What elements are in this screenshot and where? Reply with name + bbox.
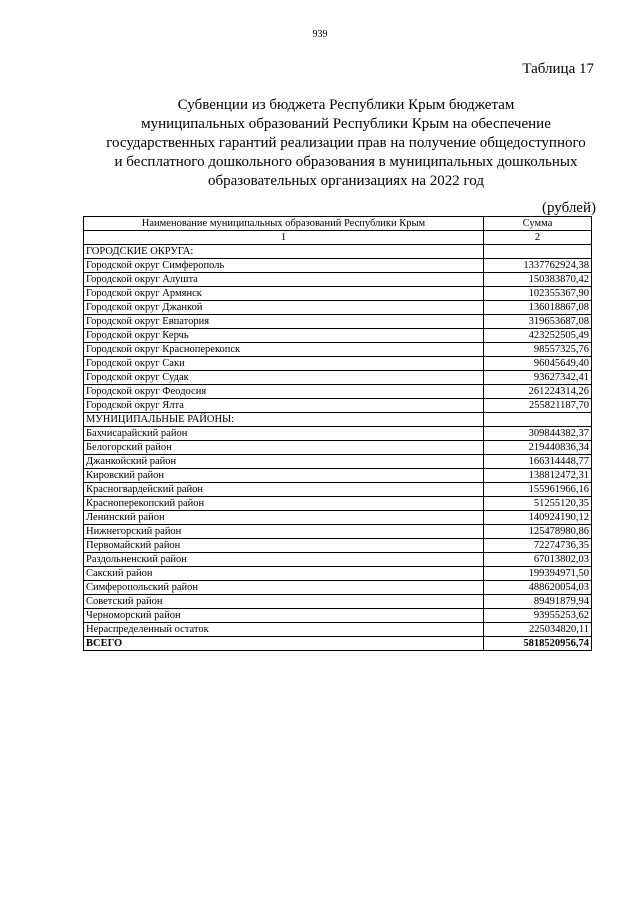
row-name: Джанкойский район (84, 455, 484, 469)
table-label: Таблица 17 (522, 61, 594, 77)
row-sum: 166314448,77 (484, 455, 592, 469)
row-sum: 1337762924,38 (484, 259, 592, 273)
row-sum: 155961966,16 (484, 483, 592, 497)
table-row (84, 581, 592, 595)
title-line: и бесплатного дошкольного образования в муниципальных дошкольных (114, 154, 578, 170)
row-sum: 319653687,08 (484, 315, 592, 329)
row-sum: 199394971,50 (484, 567, 592, 581)
table-row (84, 525, 592, 539)
table-row (84, 609, 592, 623)
row-name: Первомайский район (84, 539, 484, 553)
row-sum: 423252505,49 (484, 329, 592, 343)
row-sum: 125478980,86 (484, 525, 592, 539)
unit-label: (рублей) (541, 200, 596, 216)
row-sum: 51255120,35 (484, 497, 592, 511)
column-number: 2 (484, 231, 592, 245)
row-sum: 93955253,62 (484, 609, 592, 623)
row-sum: 488620054,03 (484, 581, 592, 595)
row-sum (484, 245, 592, 259)
title-line: Субвенции из бюджета Республики Крым бюджетам (177, 97, 515, 113)
table-row (84, 385, 592, 399)
title-line: образовательных организациях на 2022 год (208, 173, 484, 189)
table-row (84, 301, 592, 315)
table-row (84, 245, 592, 259)
table-row (84, 287, 592, 301)
column-number-row (84, 231, 592, 245)
total-sum: 5818520956,74 (484, 637, 592, 651)
row-name: Городской округ Судак (84, 371, 484, 385)
table-row (84, 427, 592, 441)
row-sum: 255821187,70 (484, 399, 592, 413)
table-row (84, 371, 592, 385)
header-row (84, 217, 592, 231)
row-name: Советский район (84, 595, 484, 609)
table-row (84, 455, 592, 469)
subvention-table (83, 216, 592, 651)
header-sum: Сумма (484, 217, 592, 231)
row-name: Красногвардейский район (84, 483, 484, 497)
table-row (84, 623, 592, 637)
row-name: Городской округ Керчь (84, 329, 484, 343)
row-sum: 138812472,31 (484, 469, 592, 483)
document-title (86, 96, 606, 191)
total-row (84, 637, 592, 651)
row-name: Белогорский район (84, 441, 484, 455)
row-sum (484, 413, 592, 427)
row-sum: 93627342,41 (484, 371, 592, 385)
row-sum: 72274736,35 (484, 539, 592, 553)
table-row (84, 595, 592, 609)
column-number: 1 (84, 231, 484, 245)
table-row (84, 553, 592, 567)
row-name: Городской округ Феодосия (84, 385, 484, 399)
row-sum: 102355367,90 (484, 287, 592, 301)
total-label: ВСЕГО (84, 637, 484, 651)
row-name: Черноморский район (84, 609, 484, 623)
row-sum: 98557325,76 (484, 343, 592, 357)
row-name: МУНИЦИПАЛЬНЫЕ РАЙОНЫ: (84, 413, 484, 427)
table-row (84, 399, 592, 413)
row-name: Симферопольский район (84, 581, 484, 595)
row-name: Бахчисарайский район (84, 427, 484, 441)
row-sum: 67013802,03 (484, 553, 592, 567)
row-sum: 261224314,26 (484, 385, 592, 399)
row-name: ГОРОДСКИЕ ОКРУГА: (84, 245, 484, 259)
table-row (84, 357, 592, 371)
row-name: Раздольненский район (84, 553, 484, 567)
title-line: муниципальных образований Республики Крым на обеспечение (141, 116, 551, 132)
row-name: Городской округ Симферополь (84, 259, 484, 273)
table-row (84, 483, 592, 497)
table-row (84, 511, 592, 525)
row-sum: 225034820,11 (484, 623, 592, 637)
table-row (84, 315, 592, 329)
row-sum: 219440836,34 (484, 441, 592, 455)
table-row (84, 567, 592, 581)
table-row (84, 343, 592, 357)
table-row (84, 469, 592, 483)
row-name: Городской округ Саки (84, 357, 484, 371)
table-row (84, 273, 592, 287)
row-name: Городской округ Ялта (84, 399, 484, 413)
row-name: Нижнегорский район (84, 525, 484, 539)
row-sum: 96045649,40 (484, 357, 592, 371)
table-row (84, 539, 592, 553)
table-row (84, 413, 592, 427)
table-row (84, 329, 592, 343)
row-name: Городской округ Алушта (84, 273, 484, 287)
title-line: государственных гарантий реализации прав на получение общедоступного (106, 135, 586, 151)
row-sum: 89491879,94 (484, 595, 592, 609)
row-sum: 309844382,37 (484, 427, 592, 441)
row-name: Городской округ Джанкой (84, 301, 484, 315)
page-number: 939 (312, 29, 328, 40)
row-name: Нераспределенный остаток (84, 623, 484, 637)
table-body (84, 245, 592, 637)
table-row (84, 259, 592, 273)
row-sum: 140924190,12 (484, 511, 592, 525)
row-name: Красноперекопский район (84, 497, 484, 511)
row-name: Городской округ Красноперекопск (84, 343, 484, 357)
row-name: Ленинский район (84, 511, 484, 525)
row-name: Городской округ Евпатория (84, 315, 484, 329)
row-sum: 136018867,08 (484, 301, 592, 315)
row-name: Сакский район (84, 567, 484, 581)
row-name: Кировский район (84, 469, 484, 483)
table-row (84, 497, 592, 511)
table-row (84, 441, 592, 455)
row-sum: 150383870,42 (484, 273, 592, 287)
header-name: Наименование муниципальных образований Республики Крым (84, 217, 484, 231)
row-name: Городской округ Армянск (84, 287, 484, 301)
